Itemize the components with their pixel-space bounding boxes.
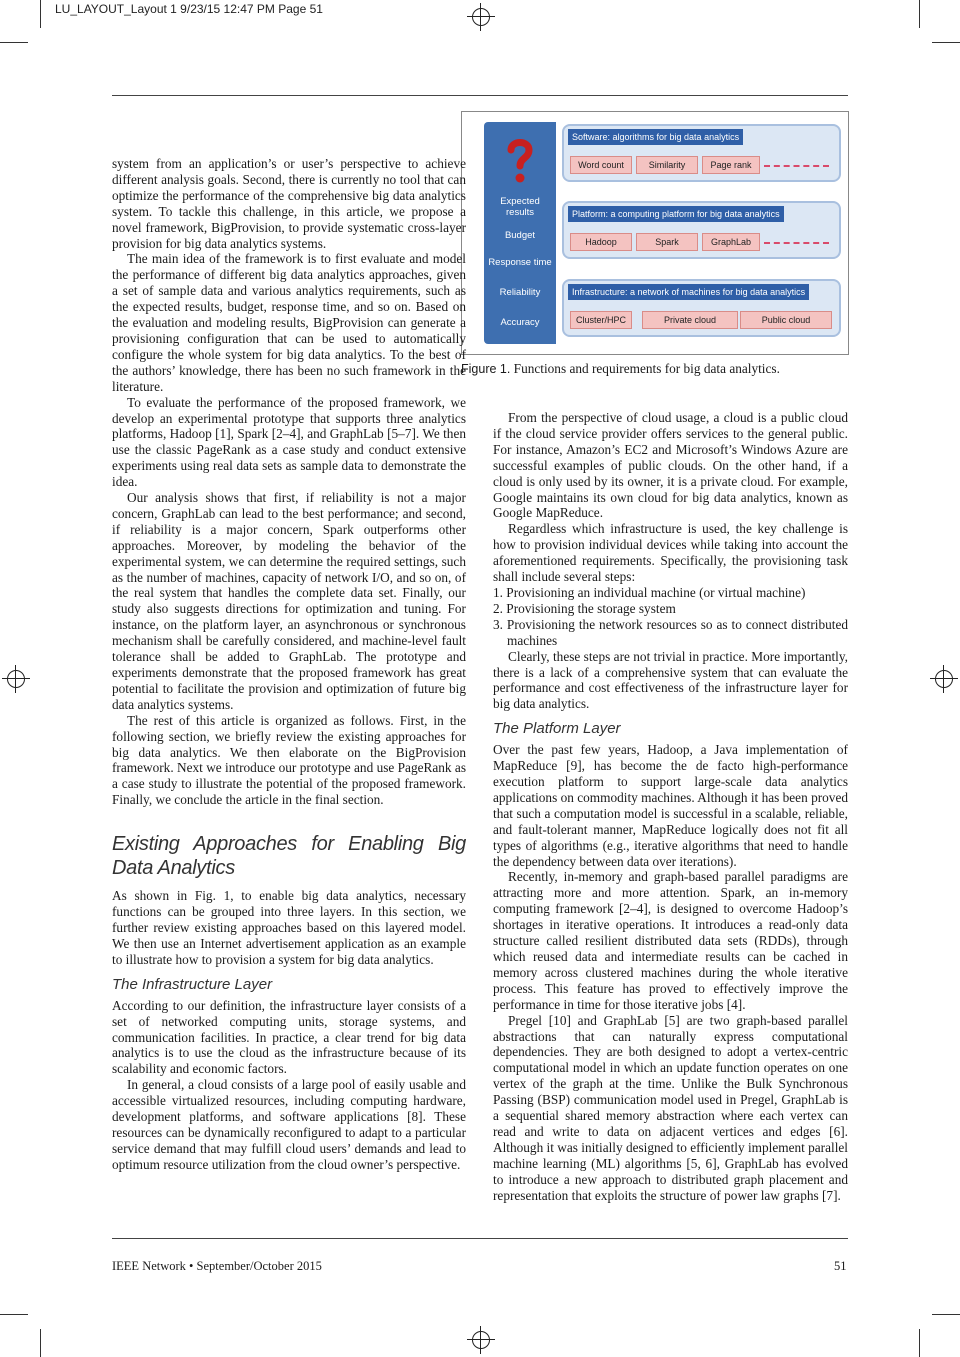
crop-mark	[0, 42, 28, 43]
continuation-dashes	[764, 242, 829, 246]
crop-mark	[40, 1329, 41, 1357]
crop-mark	[932, 1314, 960, 1315]
chip-similarity: Similarity	[636, 156, 698, 174]
footer-rule	[112, 1238, 848, 1239]
chip-cluster-hpc: Cluster/HPC	[570, 311, 632, 329]
registration-mark-top	[472, 8, 490, 26]
chip-public-cloud: Public cloud	[740, 311, 832, 329]
requirement-reliability: Reliability	[499, 287, 541, 298]
right-column	[493, 410, 848, 1204]
page-number: 51	[834, 1259, 847, 1273]
body-paragraph: Clearly, these steps are not trivial in practice. More importantly, there is a lack of a comprehensive system that can evaluate the performance and cost effectiveness of the infrastructure layer for big data analytics.	[493, 648, 848, 712]
body-paragraph: To evaluate the performance of the proposed framework, we develop an experimental prototype that supports three analytics platforms, Hadoop [1], Spark [2–4], and GraphLab [5–7]. We then use the classic PageRank as a case study and conduct extensive experiments using real data sets as sample data to demonstrate the idea.	[112, 394, 466, 490]
body-paragraph: The rest of this article is organized as follows. First, in the following section, we briefly review the existing approaches for big data analytics. We then elaborate on the BigProvision framework. Next we introduce our prototype and use PageRank as a case study to illustrate the potential of the proposed framework. Finally, we conclude the article in the final section.	[112, 712, 466, 808]
figure-caption	[461, 361, 780, 377]
software-layer	[562, 124, 841, 182]
requirement-accuracy: Accuracy	[500, 317, 540, 328]
body-paragraph: According to our definition, the infrastructure layer consists of a set of networked computing units, storage systems, and communication facilities. In practice, a clear trend for big data analytics is to use the cloud as the infrastructure because of its scalability and economic factors.	[112, 997, 466, 1077]
body-paragraph: As shown in Fig. 1, to enable big data analytics, necessary functions can be grouped into three layers. In this section, we further review existing approaches based on this layered model. We then use an Internet advertisement application as an example to illustrate how to provision a system for big data analytics.	[112, 888, 466, 967]
body-paragraph: Recently, in-memory and graph-based parallel paradigms are attracting more and more attention. Spark, an in-memory computing framework [2–4], is designed to overcome Hadoop’s shortages in iterative operations. It introduces a read-only data structure called resilient distributed data sets (RDDs), through which reused data and intermediate results can be cached in memory across clustered machines during the whole iterative process. This feature has proved to effectively improve the performance in time for those iterative jobs [4].	[493, 869, 848, 1012]
body-paragraph: The main idea of the framework is to first evaluate and model the performance of different big data analytics approaches, given a set of sample data and various analytics requirements, such as the expected results, budget, response time, and so on. Based on the evaluation and modeling results, BigProvision can generate a provisioning configuration that can be used to automatically configure the whole system for big data analytics. To the best of the authors’ knowledge, there has been no such framework in the literature.	[112, 251, 466, 394]
requirement-budget: Budget	[504, 230, 536, 241]
figure-1	[461, 111, 849, 355]
header-rule	[112, 95, 848, 96]
crop-mark	[40, 0, 41, 28]
subsection-heading: The Platform Layer	[493, 720, 621, 738]
figure-caption-label: Figure 1.	[461, 362, 511, 376]
footer-journal: IEEE Network • September/October 2015	[112, 1259, 322, 1273]
figure-caption-text: Functions and requirements for big data analytics.	[510, 361, 780, 376]
chip-page-rank: Page rank	[702, 156, 760, 174]
section-heading: Existing Approaches for Enabling Big Data Analytics	[112, 833, 466, 880]
chip-spark: Spark	[636, 233, 698, 251]
body-paragraph: Regardless which infrastructure is used, the key challenge is how to provision individual devices while taking into account the aforementioned requirements. Specifically, the provisioning task shall include several steps:	[493, 521, 848, 585]
requirement-response-time: Response time	[488, 257, 552, 268]
software-layer-title: Software: algorithms for big data analytics	[568, 129, 743, 145]
infrastructure-layer	[562, 279, 841, 337]
body-paragraph: Pregel [10] and GraphLab [5] are two graph-based parallel abstractions that can naturally express computational dependencies. They are both designed to adopt a vertex-centric computational model in which an update function operates on one vertex of the graph at the time. Unlike the Bulk Synchronous Passing (BSP) communication model used in Pregel, GraphLab is a sequential shared memory abstraction where each vertex can read and write to data on adjacent vertices and edges [6]. Although it was initially designed to efficiently implement parallel machine learning (ML) algorithms [5, 6], GraphLab has evolved to introduce a new approach to distributed graph placement and representation that exploits the structure of power law graphs [7].	[493, 1012, 848, 1203]
list-item: 1. Provisioning an individual machine (or virtual machine)	[493, 584, 806, 600]
crop-mark	[919, 0, 920, 28]
chip-word-count: Word count	[570, 156, 632, 174]
crop-mark	[0, 1314, 28, 1315]
body-paragraph: system from an application’s or user’s perspective to achieve different analysis goals. Second, there is currently no tool that can optimize the performance of the comprehensive big data analytics system. To tackle this challenge, in this article, we propose a novel framework, BigProvision, to provide systematic cross-layer provision for big data analytics systems.	[112, 156, 466, 251]
body-paragraph: Our analysis shows that first, if reliability is not a major concern, GraphLab can lead to the best performance; and second, if reliability is a major concern, Spark outperforms other approaches. Moreover, by modeling the behavior of the experimental system, we can determine the required settings, such as the number of machines, capacity of network I/O, and so on, of the real system that handles the complete data set. Finally, our study also suggests directions for optimization and tuning. For instance, on the platform layer, an asynchronous or synchronous mechanism shall be carefully considered, and machine-level fault tolerance shall be added to GraphLab. The prototype and experiments demonstrate that the proposed framework has great potential to facilitate the provision and optimization of future big data analytics systems.	[112, 490, 466, 712]
platform-layer	[562, 201, 841, 259]
platform-layer-title: Platform: a computing platform for big data analytics	[568, 206, 784, 222]
registration-mark-right	[935, 670, 953, 688]
provisioning-steps-list	[493, 585, 848, 649]
continuation-dashes	[764, 165, 829, 169]
body-paragraph: In general, a cloud consists of a large pool of easily usable and accessible virtualized resources, including computing hardware, development platforms, and software applications [8]. These resources can be dynamically reconfigured to adapt to a particular service demand that may fulfill cloud users’ demands and lead to optimum resource utilization from the cloud owner’s perspective.	[112, 1077, 466, 1172]
subsection-heading: The Infrastructure Layer	[112, 975, 273, 993]
infrastructure-layer-title: Infrastructure: a network of machines for big data analytics	[568, 284, 809, 300]
requirements-panel	[484, 122, 556, 344]
list-item: 3. Provisioning the network resources so as to connect distributed machines	[493, 616, 848, 648]
requirement-expected-results: Expected results	[500, 196, 540, 218]
print-slug: LU_LAYOUT_Layout 1 9/23/15 12:47 PM Page 51	[55, 2, 323, 16]
crop-mark	[919, 1329, 920, 1357]
chip-graphlab: GraphLab	[702, 233, 760, 251]
question-mark-icon	[502, 136, 538, 186]
chip-private-cloud: Private cloud	[642, 311, 738, 329]
registration-mark-left	[7, 670, 25, 688]
left-column	[112, 156, 466, 1173]
body-paragraph: From the perspective of cloud usage, a cloud is a public cloud if the cloud service provider offers services to the general public. For instance, Amazon’s EC2 and Microsoft’s Windows Azure are successful examples of public clouds. On the other hand, if a cloud is only used by its owner, it is a private cloud. For example, Google maintains its own cloud for big data analytics, known as Google MapReduce.	[493, 410, 848, 521]
registration-mark-bottom	[472, 1331, 490, 1349]
list-item: 2. Provisioning the storage system	[493, 600, 676, 616]
body-paragraph: Over the past few years, Hadoop, a Java implementation of MapReduce [9], has become the de facto high-performance execution platform to support large-scale data analytics applications on commodity machines. Although it has been proved that such a computation model is successful in a scalable, reliable, and fault-tolerant manner, MapReduce logically does not fit all types of algorithms (e.g., iterative algorithms that need to handle the dependency between data over iterations).	[493, 742, 848, 869]
chip-hadoop: Hadoop	[570, 233, 632, 251]
crop-mark	[932, 42, 960, 43]
